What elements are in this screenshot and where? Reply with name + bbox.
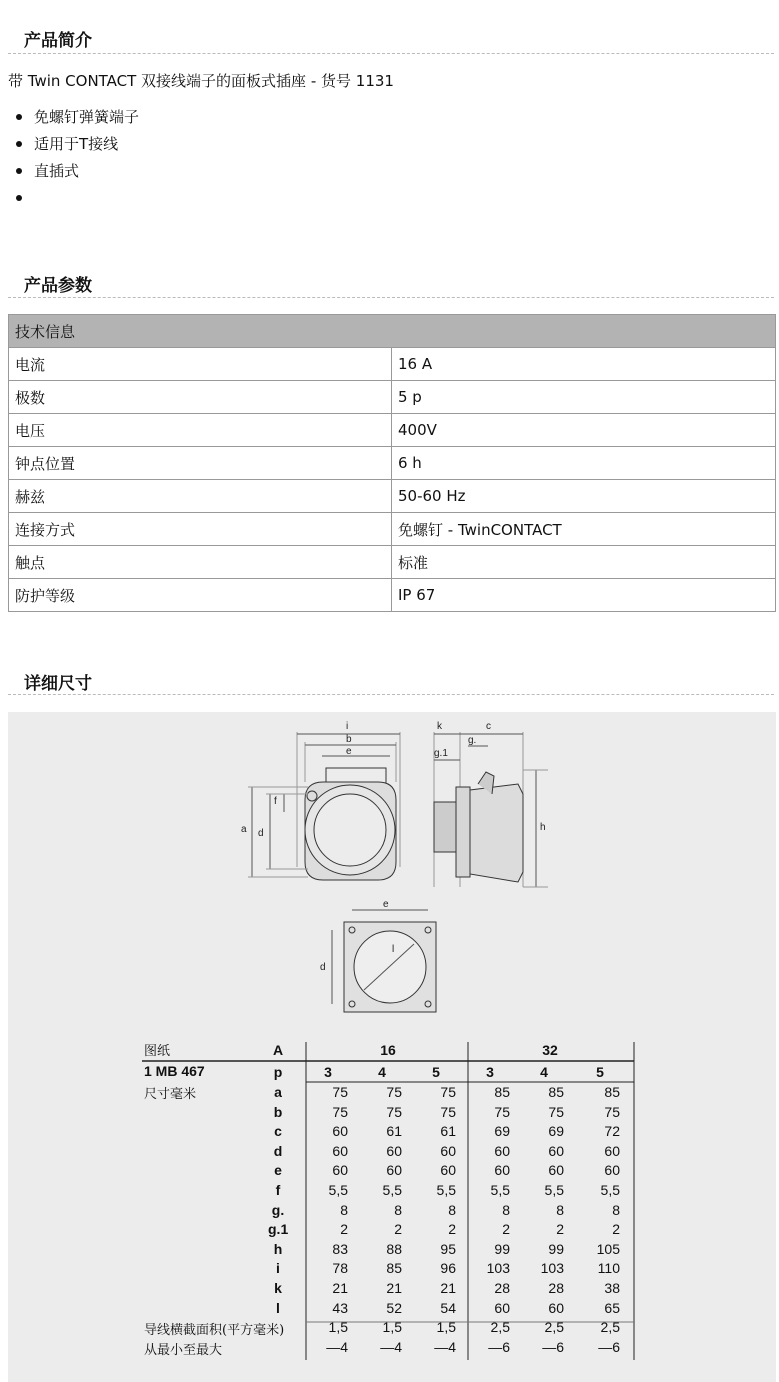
product-description: 带 Twin CONTACT 双接线端子的面板式插座 - 货号 1131: [8, 72, 394, 90]
cross-section-label: 导线横截面积(平方毫米): [144, 1323, 285, 1339]
params-table: [8, 314, 776, 612]
divider: [8, 53, 774, 54]
dim-cell: 78: [332, 1260, 348, 1277]
dim-cell: 61: [386, 1123, 402, 1140]
dim-cell: 60: [440, 1142, 456, 1159]
dim-cell: 85: [494, 1084, 510, 1100]
table-row: [9, 447, 776, 480]
dim-cell: 60: [494, 1299, 510, 1316]
dim-cell: 60: [604, 1162, 620, 1179]
pole-header: 3: [486, 1064, 494, 1080]
divider: [8, 297, 774, 298]
dim-cell: 8: [340, 1201, 348, 1218]
dim-cell: 43: [332, 1299, 348, 1316]
dim-cell: 75: [604, 1103, 620, 1120]
dim-cell: 69: [494, 1123, 510, 1140]
dim-cell: 99: [548, 1240, 564, 1257]
dim-cell: 2,5: [490, 1319, 510, 1336]
unit-label: 尺寸毫米: [144, 1087, 197, 1102]
dim-cell: 21: [440, 1280, 456, 1296]
table-row: [9, 513, 776, 546]
dim-cell: 60: [548, 1142, 564, 1159]
dim-cell: 5,5: [382, 1182, 402, 1198]
dim-cell: 75: [386, 1103, 402, 1120]
param-key: 赫兹: [9, 480, 392, 513]
dim-letter: b: [346, 734, 352, 745]
dim-cell: 60: [494, 1162, 510, 1179]
list-item: 直插式: [16, 162, 139, 189]
dim-cell: 8: [394, 1201, 402, 1218]
dims-table: [8, 712, 776, 1382]
param-value: 400V: [392, 414, 776, 447]
dim-letter: d: [258, 828, 264, 839]
dim-row-key: e: [274, 1162, 282, 1179]
dim-row-key: l: [276, 1299, 280, 1316]
dim-cell: 72: [604, 1123, 620, 1140]
dim-cell: 5,5: [544, 1182, 564, 1198]
dim-cell: 2: [448, 1221, 456, 1238]
dim-cell: 75: [386, 1084, 402, 1100]
dim-cell: —6: [488, 1338, 510, 1355]
dim-cell: 21: [386, 1280, 402, 1296]
divider: [8, 694, 774, 695]
dim-row-key: a: [274, 1084, 282, 1100]
dim-cell: 60: [604, 1142, 620, 1159]
dim-cell: —4: [380, 1338, 402, 1355]
param-value: 50-60 Hz: [392, 480, 776, 513]
feature-list: [16, 108, 139, 216]
dim-cell: 60: [494, 1142, 510, 1159]
dim-cell: 28: [494, 1280, 510, 1296]
dims-section-title: 详细尺寸: [24, 674, 92, 694]
dim-cell: 96: [440, 1260, 456, 1277]
dim-cell: 54: [440, 1299, 456, 1316]
drawing-number: 1 MB 467: [144, 1063, 205, 1079]
dim-cell: —4: [434, 1338, 456, 1355]
dim-cell: 2,5: [544, 1319, 564, 1336]
pole-header: 4: [540, 1064, 548, 1080]
param-key: 防护等级: [9, 579, 392, 612]
dim-row-key: k: [274, 1280, 282, 1296]
dim-cell: 60: [332, 1142, 348, 1159]
table-row: [9, 579, 776, 612]
dim-cell: 75: [332, 1084, 348, 1100]
dim-cell: 1,5: [328, 1319, 348, 1336]
param-value: 6 h: [392, 447, 776, 480]
dim-letter: h: [540, 822, 546, 833]
dim-letter: k: [437, 721, 442, 732]
dim-cell: 110: [597, 1260, 620, 1277]
dim-cell: 1,5: [436, 1319, 456, 1336]
dim-cell: 85: [548, 1084, 564, 1100]
dim-letter: g.1: [434, 748, 448, 759]
param-key: 电压: [9, 414, 392, 447]
table-row: [9, 480, 776, 513]
dim-row-key: c: [274, 1123, 282, 1140]
dim-cell: 2,5: [600, 1319, 620, 1336]
dim-cell: 75: [440, 1103, 456, 1120]
table-row: [9, 381, 776, 414]
param-value: 5 p: [392, 381, 776, 414]
dim-row-key: h: [273, 1240, 283, 1257]
dim-row-key: f: [275, 1182, 281, 1198]
dim-cell: 2: [556, 1221, 564, 1238]
dim-cell: 88: [386, 1240, 402, 1257]
param-key: 钟点位置: [9, 447, 392, 480]
param-key: 极数: [9, 381, 392, 414]
dim-cell: 2: [340, 1221, 348, 1238]
dim-cell: 8: [502, 1201, 510, 1218]
column-p-header: p: [273, 1064, 283, 1080]
dim-cell: 65: [604, 1299, 620, 1316]
dim-row-key: i: [276, 1260, 280, 1277]
list-item: 免螺钉弹簧端子: [16, 108, 139, 135]
table-row: [9, 414, 776, 447]
dim-cell: 83: [332, 1240, 348, 1257]
dim-cell: 60: [548, 1162, 564, 1179]
dim-cell: 75: [548, 1103, 564, 1120]
dim-cell: —4: [326, 1338, 348, 1355]
param-value: 标准: [392, 546, 776, 579]
dim-cell: 60: [386, 1162, 402, 1179]
dim-letter: g.: [468, 735, 477, 746]
drawing-label: 图纸: [144, 1044, 171, 1059]
dim-cell: 85: [386, 1260, 402, 1277]
dim-letter: i: [346, 721, 349, 732]
dim-cell: 38: [604, 1280, 620, 1296]
dim-cell: 95: [440, 1240, 456, 1257]
param-key: 触点: [9, 546, 392, 579]
dim-row-key: d: [273, 1142, 283, 1159]
dim-cell: 8: [556, 1201, 564, 1218]
dim-cell: 60: [332, 1123, 348, 1140]
list-item: 适用于T接线: [16, 135, 139, 162]
param-value: 免螺钉 - TwinCONTACT: [392, 513, 776, 546]
dim-cell: 1,5: [382, 1319, 402, 1336]
table-row: [9, 546, 776, 579]
dim-letter: a: [241, 824, 247, 835]
dim-cell: 103: [486, 1260, 510, 1277]
dim-cell: 60: [440, 1162, 456, 1179]
param-key: 电流: [9, 348, 392, 381]
dim-cell: 28: [548, 1280, 564, 1296]
dim-cell: —6: [542, 1338, 564, 1355]
dim-cell: 60: [548, 1299, 564, 1316]
dim-cell: 2: [612, 1221, 620, 1238]
params-section-title: 产品参数: [24, 276, 92, 296]
intro-section-title: 产品简介: [24, 31, 92, 51]
pole-header: 5: [432, 1064, 440, 1080]
dim-row-key: b: [273, 1103, 283, 1120]
dim-cell: 105: [596, 1240, 620, 1257]
pole-header: 4: [378, 1064, 386, 1080]
dim-cell: 103: [540, 1260, 564, 1277]
dim-letter: c: [486, 721, 491, 732]
dim-cell: 5,5: [436, 1182, 456, 1198]
dim-cell: 75: [332, 1103, 348, 1120]
dim-cell: —6: [598, 1338, 620, 1355]
range-label: 从最小至最大: [144, 1342, 223, 1358]
dim-cell: 69: [548, 1123, 564, 1140]
dim-cell: 21: [332, 1280, 348, 1296]
dim-cell: 85: [604, 1084, 620, 1100]
param-key: 连接方式: [9, 513, 392, 546]
dim-letter: d: [320, 962, 326, 973]
table-header: 技术信息: [9, 315, 776, 348]
pole-header: 3: [324, 1064, 332, 1080]
dim-cell: 75: [440, 1084, 456, 1100]
column-a-header: A: [272, 1042, 284, 1058]
dim-cell: 8: [612, 1201, 620, 1218]
dim-cell: 60: [386, 1142, 402, 1159]
dim-cell: 60: [332, 1162, 348, 1179]
dim-letter: e: [383, 899, 389, 910]
table-header-row: [9, 315, 776, 348]
param-value: 16 A: [392, 348, 776, 381]
dim-letter: l: [392, 944, 395, 955]
dim-letter: e: [346, 746, 352, 757]
dim-letter: f: [274, 796, 277, 807]
dim-cell: 8: [448, 1201, 456, 1218]
list-item: [16, 189, 139, 216]
table-row: [9, 348, 776, 381]
dim-cell: 2: [502, 1221, 510, 1238]
dim-cell: 61: [440, 1123, 456, 1140]
dim-cell: 2: [394, 1221, 402, 1238]
dim-cell: 5,5: [490, 1182, 510, 1198]
dim-cell: 52: [386, 1299, 402, 1316]
dim-row-key: g.: [271, 1201, 285, 1218]
dim-cell: 99: [494, 1240, 510, 1257]
technical-drawing: [8, 712, 776, 1382]
pole-header: 5: [596, 1064, 604, 1080]
group-header-32: 32: [542, 1042, 558, 1058]
dim-cell: 5,5: [600, 1182, 620, 1198]
group-header-16: 16: [380, 1042, 396, 1058]
param-value: IP 67: [392, 579, 776, 612]
dim-cell: 5,5: [328, 1182, 348, 1198]
dim-row-key: g.1: [268, 1221, 289, 1238]
dim-cell: 75: [494, 1103, 510, 1120]
